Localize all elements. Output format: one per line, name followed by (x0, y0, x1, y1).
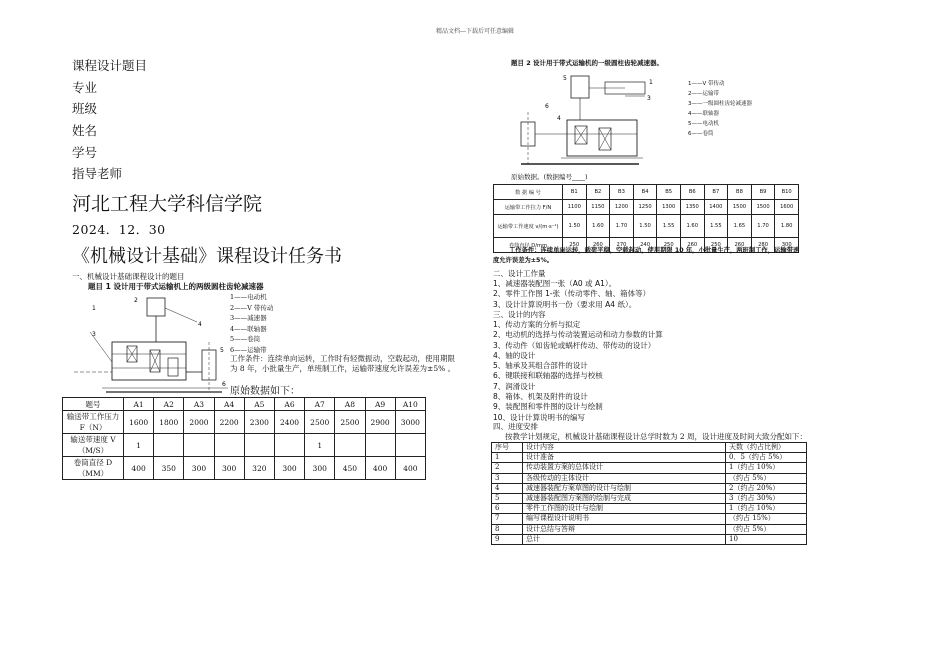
table-cell (365, 434, 395, 457)
legend-item: 5——卷筒 (230, 335, 261, 343)
table-header-row (63, 398, 426, 411)
table-cell (274, 434, 304, 457)
section-1-heading: 一、机械设计基础课程设计的题目 (72, 272, 185, 281)
cover-line-class: 班级 (72, 101, 98, 116)
table-row (492, 493, 807, 503)
document-title: 《机械设计基础》课程设计任务书 (72, 246, 342, 267)
table-cell: 2 (492, 463, 523, 473)
table-cell (154, 434, 184, 457)
table-cell: 1.80 (775, 215, 799, 238)
table-cell: 1800 (154, 411, 184, 434)
table-cell: 3（约占 30%） (726, 493, 807, 503)
legend-item: 6——运输带 (230, 345, 267, 354)
table-cell: 240 (633, 238, 657, 253)
table-cell: 2200 (214, 411, 244, 434)
table-header: B4 (633, 185, 657, 200)
table-row (492, 514, 807, 524)
table-cell: 260 (586, 238, 610, 253)
table-header: B1 (563, 185, 587, 200)
table-cell: 各级传动的主体设计 (523, 473, 726, 483)
topic-1-transmission-diagram (72, 292, 230, 398)
legend-item: 1——电动机 (230, 293, 267, 301)
table-cell: 2900 (365, 411, 395, 434)
diagram-label: 5 (563, 75, 567, 82)
list-item: 2、零件工作图 1-张（传动零件、轴、箱体等） (493, 289, 651, 299)
table-cell: 1.70 (751, 215, 775, 238)
table-cell: 总计 (523, 534, 726, 544)
table-cell: 2000 (184, 411, 214, 434)
table-cell: 450 (335, 457, 365, 480)
list-item: 8、箱体、机架及附件的设计 (493, 392, 588, 402)
legend-item: 3——减速器 (230, 314, 267, 322)
table-cell: 1300 (657, 200, 681, 215)
topic-1-data-table (62, 397, 426, 480)
table-cell (244, 434, 274, 457)
table-header: 天数（约占比例） (726, 443, 807, 453)
school-name: 河北工程大学科信学院 (72, 193, 263, 215)
topic-2-legend (688, 79, 752, 139)
legend-item: 3——一级圆柱齿轮减速器 (688, 101, 752, 107)
section-3-heading: 三、设计的内容 (493, 310, 546, 319)
table-header: A8 (335, 398, 365, 411)
diagram-label: 4 (198, 321, 202, 328)
list-item: 7、润滑设计 (493, 381, 536, 391)
diagram-motor (147, 298, 165, 316)
table-row (492, 524, 807, 534)
table-cell: 2500 (305, 411, 335, 434)
header-note: 精品文档---下载后可任意编辑 (435, 28, 515, 35)
table-cell: 2400 (274, 411, 304, 434)
table-cell: 1.60 (586, 215, 610, 238)
row-label: 运输带工作速度 v/(m·s⁻¹) (494, 215, 563, 238)
table-cell: 设计准备 (523, 453, 726, 463)
row-label: 运输带工作拉力 F/N (494, 200, 563, 215)
list-item: 10、设计计算说明书的编写 (493, 412, 586, 422)
legend-item: 1——V 带传动 (688, 81, 725, 87)
row-label: 输送带速度 V（M/S） (63, 434, 124, 457)
diagram-label: 1 (92, 305, 96, 312)
table-cell: 400 (124, 457, 154, 480)
topic-2-work-conditions: 工作条件：连续单向运转，载荷平稳，空载起动，使用期限 10 年，小批量生产，两班制工作，运输带速度允许误差为±5%。 (493, 247, 800, 264)
topic-2-heading: 题目 2 设计用于带式运输机的一级圆柱齿轮减速器。 (511, 59, 664, 67)
table-cell: 250 (657, 238, 681, 253)
table-row (492, 453, 807, 463)
table-header: 设计内容 (523, 443, 726, 453)
topic-1-heading: 题目 1 设计用于带式运输机上的两级圆柱齿轮减速器 (88, 282, 264, 291)
legend-item: 4——联轴器 (688, 111, 719, 117)
table-cell: 1600 (775, 200, 799, 215)
table-row (492, 463, 807, 473)
table-header: A9 (365, 398, 395, 411)
diagram-label: 3 (92, 331, 96, 338)
table-cell (184, 434, 214, 457)
table-cell: 1 (492, 453, 523, 463)
table-cell: 传动装置方案的总体设计 (523, 463, 726, 473)
table-cell: 1（约占 10%） (726, 463, 807, 473)
table-header: B2 (586, 185, 610, 200)
table-cell: 1 (124, 434, 154, 457)
table-cell: 2（约占 20%） (726, 483, 807, 493)
table-cell: （约占 15%） (726, 514, 807, 524)
schedule-table (491, 442, 807, 545)
topic-2-transmission-diagram (515, 68, 675, 170)
section-4-heading: 四、进度安排 (493, 422, 538, 431)
table-row (63, 411, 426, 434)
table-cell: （约占 5%） (726, 473, 807, 483)
topic-1-original-data: 原始数据如下： (230, 386, 300, 397)
list-item: 6、键联接和联轴器的选择与校核 (493, 371, 603, 381)
table-cell: 1.60 (680, 215, 704, 238)
list-item: 4、轴的设计 (493, 350, 536, 360)
table-cell: 零件工作图的设计与绘制 (523, 504, 726, 514)
legend-item: 2——运输带 (688, 91, 719, 97)
table-cell: 250 (563, 238, 587, 253)
table-cell: 减速器装配方案草图的设计与绘制 (523, 483, 726, 493)
topic-2-data-table (493, 184, 799, 253)
table-cell: 1（约占 10%） (726, 504, 807, 514)
table-cell: 1150 (586, 200, 610, 215)
table-cell: 320 (244, 457, 274, 480)
table-header: 题号 (63, 398, 124, 411)
table-cell: 1.50 (633, 215, 657, 238)
table-cell: 1.70 (610, 215, 634, 238)
diagram-gearbox (567, 120, 637, 156)
table-header: 数 据 编 号 (494, 185, 563, 200)
table-row (492, 483, 807, 493)
legend-item: 6——卷筒 (688, 131, 714, 137)
table-cell: 1100 (563, 200, 587, 215)
table-cell: 4 (492, 483, 523, 493)
topic-2-original-data: 原始数据。(数据编号____) (511, 173, 588, 181)
table-cell (214, 434, 244, 457)
table-cell: 2300 (244, 411, 274, 434)
table-row (492, 534, 807, 544)
date: 2024．12．30 (72, 222, 166, 237)
diagram-label: 1 (649, 79, 653, 86)
list-item: 5、轴承及其组合部件的设计 (493, 361, 588, 371)
table-header: A7 (305, 398, 335, 411)
table-cell: 6 (492, 504, 523, 514)
table-cell: 400 (395, 457, 425, 480)
table-cell: 260 (680, 238, 704, 253)
diagram-label: 2 (134, 297, 138, 304)
diagram-label: 4 (557, 115, 561, 122)
table-cell: 400 (365, 457, 395, 480)
diagram-label: 3 (647, 95, 651, 102)
table-header: B3 (610, 185, 634, 200)
table-cell: 1.55 (704, 215, 728, 238)
schedule-intro: 按教学计划规定，机械设计基础课程设计总学时数为 2 周，设计进度及时间大致分配如下： (505, 432, 808, 441)
diagram-motor (571, 76, 589, 98)
table-cell: 280 (751, 238, 775, 253)
table-header: B5 (657, 185, 681, 200)
table-header: A4 (214, 398, 244, 411)
list-item: 2、电动机的选择与传动装置运动和动力参数的计算 (493, 330, 663, 340)
table-cell: 1400 (704, 200, 728, 215)
table-header: B7 (704, 185, 728, 200)
table-row (494, 215, 799, 238)
table-cell: 减速器装配图方案图的绘制与完成 (523, 493, 726, 503)
table-cell: 1250 (633, 200, 657, 215)
list-item: 1、传动方案的分析与拟定 (493, 320, 581, 329)
diagram-label: 6 (545, 103, 549, 110)
cover-line-id: 学号 (72, 145, 98, 160)
table-header: A5 (244, 398, 274, 411)
table-header: B6 (680, 185, 704, 200)
table-cell: 2500 (335, 411, 365, 434)
cover-line-name: 姓名 (72, 123, 98, 138)
table-cell: 1.55 (657, 215, 681, 238)
table-cell: 9 (492, 534, 523, 544)
table-header: A1 (124, 398, 154, 411)
table-row (494, 200, 799, 215)
table-cell (395, 434, 425, 457)
table-cell: 1500 (751, 200, 775, 215)
table-cell: 设计总结与答辩 (523, 524, 726, 534)
cover-line-topic: 课程设计题目 (72, 58, 148, 73)
list-item: 3、传动件（如齿轮或蜗杆传动、带传动的设计） (493, 340, 656, 350)
topic-1-legend (230, 292, 273, 355)
table-cell: 3 (492, 473, 523, 483)
table-cell: 10 (726, 534, 807, 544)
table-cell: 3000 (395, 411, 425, 434)
row-label: 卷筒直径 D（MM） (63, 457, 124, 480)
table-cell: 1.50 (563, 215, 587, 238)
diagram-gearbox (112, 342, 186, 380)
table-cell: 300 (184, 457, 214, 480)
table-cell: 1200 (610, 200, 634, 215)
diagram-label: 5 (220, 347, 224, 354)
table-cell: 300 (274, 457, 304, 480)
topic-1-work-conditions: 工作条件：连续单向运转，工作时有轻微振动，空载起动，使用期限为 8 年，小批量生产，单班制工作，运输带速度允许误差为±5% 。 (230, 354, 456, 373)
cover-line-teacher: 指导老师 (72, 166, 123, 181)
legend-item: 4——联轴器 (230, 324, 267, 333)
row-label: 输送带工作压力 F（N） (63, 411, 124, 434)
table-cell: 1350 (680, 200, 704, 215)
section-2-heading: 二、设计工作量 (493, 269, 546, 278)
table-row (63, 457, 426, 480)
content-list (493, 320, 663, 423)
table-header-row (494, 185, 799, 200)
table-header: B10 (775, 185, 799, 200)
table-cell: 5 (492, 493, 523, 503)
table-cell: 7 (492, 514, 523, 524)
row-label: 卷筒直径 D/mm (494, 238, 563, 253)
table-cell: （约占 5%） (726, 524, 807, 534)
workload-list (493, 279, 650, 310)
table-cell: 编写课程设计说明书 (523, 514, 726, 524)
table-header: A2 (154, 398, 184, 411)
table-header: B9 (751, 185, 775, 200)
table-header: B8 (728, 185, 752, 200)
table-cell: 300 (305, 457, 335, 480)
table-cell: 300 (214, 457, 244, 480)
table-cell: 1600 (124, 411, 154, 434)
table-row (492, 473, 807, 483)
table-cell: 1.65 (728, 215, 752, 238)
table-cell: 250 (704, 238, 728, 253)
legend-item: 2——V 带传动 (230, 303, 274, 312)
table-cell: 270 (610, 238, 634, 253)
table-row (492, 504, 807, 514)
table-header: A3 (184, 398, 214, 411)
table-cell: 8 (492, 524, 523, 534)
cover-line-major: 专业 (72, 80, 98, 95)
list-item: 9、装配图和零件图的设计与绘制 (493, 402, 603, 412)
legend-item: 5——电动机 (688, 121, 719, 127)
table-header-row (492, 443, 807, 453)
table-header: 序号 (492, 443, 523, 453)
list-item: 1、减速器装配图一张（A0 或 A1）。 (493, 279, 617, 288)
table-header: A6 (274, 398, 304, 411)
table-cell: 0．5（约占 5%） (726, 453, 807, 463)
diagram-label: 6 (222, 381, 226, 388)
table-cell: 300 (775, 238, 799, 253)
table-cell: 350 (154, 457, 184, 480)
table-cell: 1 (305, 434, 335, 457)
table-cell: 260 (728, 238, 752, 253)
table-cell: 1500 (728, 200, 752, 215)
table-row (63, 434, 426, 457)
table-header: A10 (395, 398, 425, 411)
table-cell (335, 434, 365, 457)
list-item: 3、设计计算说明书一份（要求用 A4 纸）。 (493, 299, 637, 309)
